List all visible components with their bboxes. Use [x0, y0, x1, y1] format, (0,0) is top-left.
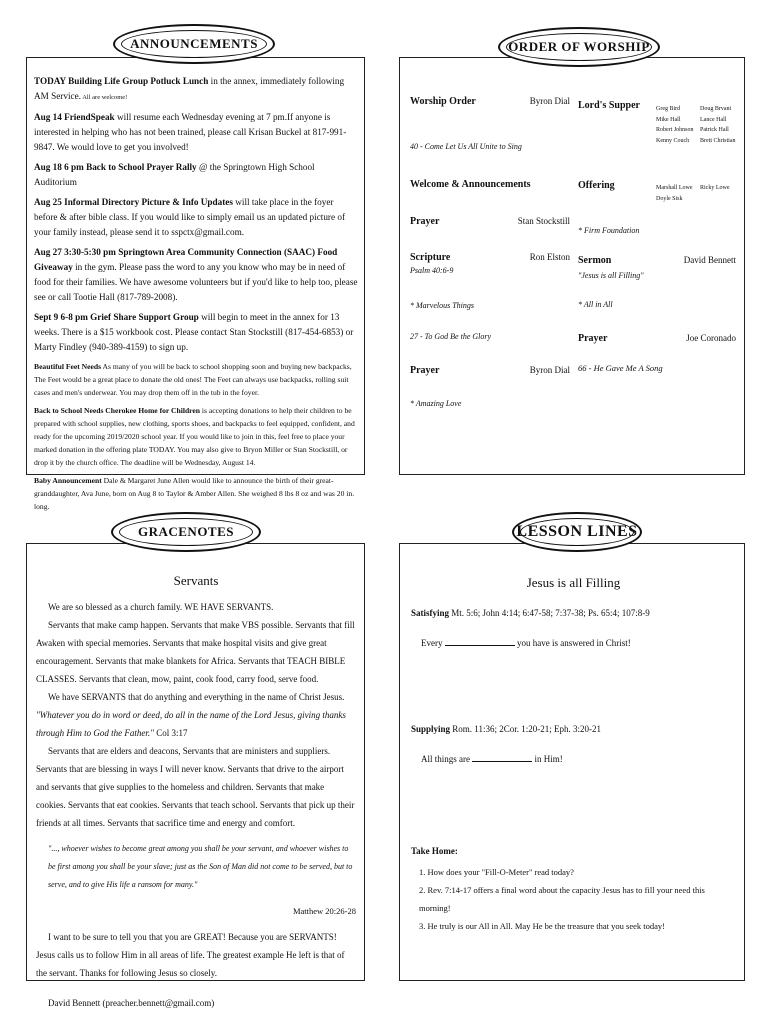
song-4: * Amazing Love: [410, 399, 462, 408]
worship-left-column: [410, 96, 570, 408]
server-name: Robert Johnson: [656, 127, 694, 133]
gracenotes-heading: Servants: [173, 573, 219, 588]
announcements-list: [34, 74, 359, 518]
announcement-lead: TODAY Building Life Group Potluck Lunch: [34, 76, 209, 86]
server-name: Kenny Couch: [656, 137, 690, 144]
sermon-leader: David Bennett: [683, 255, 736, 265]
song-3: 27 - To God Be the Glory: [410, 332, 492, 341]
satisfying-line: [411, 607, 736, 619]
fill-blank-1[interactable]: [445, 645, 515, 646]
scripture-leader: Ron Elston: [529, 252, 570, 262]
worship-right-column: [578, 100, 738, 373]
announcement-text: Dale & Margaret June Allen would like to announce the birth of their great-granddaughter, Ava June, born on Aug 8 to Taylor & Amber Allen. She weighed 8 lbs 8 oz and was 20 in. long.: [34, 476, 355, 511]
take-home-q3: 3. He truly is our All in All. May He be the treasure that you seek today!: [419, 921, 665, 931]
lords-supper-servers-b: [700, 104, 736, 146]
gracenotes-p3: We have SERVANTS that do anything and everything in the name of Christ Jesus. "Whatever you do in word or deed, do all in the name of the Lord Jesus, giving thanks through Him to God the Father." Col 3:17: [36, 692, 346, 738]
scripture-label: Scripture: [410, 252, 451, 263]
offering-servers-a: [656, 183, 693, 204]
server-name: Greg Bird: [656, 106, 681, 112]
lords-supper-servers-a: [656, 104, 694, 146]
server-name: Doug Brvant: [700, 106, 732, 112]
offering-label: Offering: [578, 180, 615, 191]
fill-blank-2[interactable]: [472, 761, 532, 762]
prayer-3: Prayer: [578, 333, 608, 344]
announcement-item: [34, 474, 359, 513]
lords-supper-label: Lord's Supper: [578, 100, 640, 111]
server-name: Doyle Sisk: [656, 195, 683, 202]
worship-order-label: Worship Order: [410, 96, 476, 107]
prayer-1: Prayer: [410, 216, 440, 227]
gracenotes-p1: We are so blessed as a church family. WE HAVE SERVANTS.: [48, 602, 274, 612]
take-home-list: [419, 863, 736, 935]
prayer-2: Prayer: [410, 365, 440, 376]
announcement-text: @ the Springtown High School Auditorium: [34, 162, 315, 187]
announcements-title: ANNOUNCEMENTS: [113, 24, 275, 64]
satisfying-label: Satisfying: [411, 608, 450, 618]
announcement-lead: Baby Announcement: [34, 476, 102, 485]
gracenotes-title: GRACENOTES: [111, 512, 261, 552]
lesson-lines-title: LESSON LINES: [512, 512, 642, 552]
scripture-ref: Psalm 40:6-9: [410, 266, 454, 275]
song-2: * Marvelous Things: [410, 301, 474, 310]
gracenotes-p5: I want to be sure to tell you that you are GREAT! Because you are SERVANTS! Jesus calls us to follow Him in all areas of life. The greatest example He left is that of the servant. Thanks for following Jesus so closely.: [36, 932, 345, 978]
announcement-text: will resume each Wednesday evening at 7 pm.If anyone is interested in helping who has not been trained, please call Krisan Buckel at 817-991-9847. We would love to get you involved!: [34, 112, 347, 152]
take-home-q1: 1. How does your "Fill-O-Meter" read today?: [419, 867, 574, 877]
announcement-tail: All are welcome!: [80, 94, 128, 101]
announcement-text: will take place in the foyer before & after bible class. If you would like to simply email us an updated picture of your family instead, please send it to sspctx@gmail.com.: [34, 197, 346, 237]
order-of-worship-title: ORDER OF WORSHIP: [498, 27, 660, 67]
announcement-text: in the gym. Please pass the word to any you know who may be in need of food for their families. We have awesome volunteers but if you'd like to help too, please see or call Tootie Hall (817-789-2008).: [34, 262, 358, 302]
sermon-label: Sermon: [578, 255, 612, 266]
announcement-item: [34, 310, 359, 355]
song-5: * Firm Foundation: [578, 226, 640, 235]
announcement-text: is accepting donations to help their children to be prepared with school supplies, new clothing, sports shoes, and backpacks to feel equipped, confident, and ready for the upcoming 2019/2020 school year. If you would like to join in this, feel free to place your marked donation in the offering plate TODAY. You may also give to Bryon Miller or Stan Stockstill, or drop it by the church office. The deadline will be Wednesday, August 14.: [34, 406, 355, 467]
announcement-text: will begin to meet in the annex for 13 weeks. There is a $15 workbook cost. Please contact Stan Stockstill (817-454-6853) or Marty Findley (940-389-4159) to sign up.: [34, 312, 354, 352]
allthings-line: All things are in Him!: [421, 754, 563, 764]
gracenotes-quote-ref: Matthew 20:26-28: [292, 906, 356, 916]
gracenotes-body: [36, 572, 356, 1012]
announcement-item: [34, 360, 359, 399]
server-name: Mike Hall: [656, 116, 681, 123]
announcement-text: in the annex, immediately following AM Service.: [34, 76, 345, 101]
song-7: 66 - He Gave Me A Song: [578, 363, 663, 373]
server-name: Brett Christian: [700, 137, 736, 144]
gracenotes-p2: Servants that make camp happen. Servants that make VBS possible. Servants that fill Awaken with special memories. Servants that make hospital visits and give great encouragement. Servants that make blankets for Africa. Servants that TEACH BIBLE CLASSES. Servants that clean, mow, paint, cook food, carry food, serve food.: [36, 620, 355, 684]
prayer-1-leader: Stan Stockstill: [517, 216, 570, 226]
song-6: * All in All: [578, 300, 613, 309]
server-name: Patrick Hall: [700, 127, 729, 133]
announcement-lead: Aug 14 FriendSpeak: [34, 112, 115, 122]
server-name: Ricky Lowe: [700, 185, 730, 191]
announcement-lead: Aug 27 3:30-5:30 pm Springtown Area Community Connection (SAAC) Food Giveaway: [34, 247, 338, 272]
every-line: Every you have is answered in Christ!: [421, 638, 631, 648]
offering-servers-b: [700, 183, 730, 194]
gracenotes-signature: David Bennett (preacher.bennett@gmail.com): [48, 998, 215, 1008]
server-name: Lance Hall: [700, 116, 727, 123]
announcement-lead: Aug 25 Informal Directory Picture & Info Updates: [34, 197, 233, 207]
announcement-item: [34, 74, 359, 105]
announcement-item: [34, 245, 359, 305]
lesson-heading: Jesus is all Filling: [526, 575, 621, 590]
announcement-lead: Back to School Needs Cherokee Home for Children: [34, 406, 201, 415]
welcome-announcements: Welcome & Announcements: [410, 179, 531, 190]
supplying-line: [411, 723, 736, 735]
worship-order-leader: Byron Dial: [529, 96, 570, 106]
song-1: 40 - Come Let Us All Unite to Sing: [410, 142, 522, 151]
supplying-refs: Rom. 11:36; 2Cor. 1:20-21; Eph. 3:20-21: [452, 724, 601, 734]
sermon-title: "Jesus is all Filling": [578, 271, 644, 280]
announcement-item: [34, 404, 359, 469]
gracenotes-quote: "..., whoever wishes to become great among you shall be your servant, and whoever wishes to be first among you shall be your slave; just as the Son of Man did not come to be served, but to serve, and to give His life a ransom for many.": [48, 844, 353, 889]
announcement-item: [34, 195, 359, 240]
announcement-lead: Beautiful Feet Needs: [34, 362, 102, 371]
supplying-label: Supplying: [411, 724, 451, 734]
lesson-lines-body: [411, 577, 736, 935]
take-home-label: Take Home:: [411, 846, 458, 856]
gracenotes-p4: Servants that are elders and deacons, Servants that are ministers and suppliers. Servants that are blessing in ways I will never know. Servants that drive to the airport and servants that give supplies to the homeless and children. Servants that make cookies. Servants that eat cookies. Servants that teach school. Servants that pick up their friends at all times. Servants that sacrifice time and energy and comfort.: [36, 746, 355, 828]
satisfying-refs: Mt. 5:6; John 4:14; 6:47-58; 7:37-38; Ps. 65:4; 107:8-9: [451, 608, 650, 618]
prayer-3-leader: Joe Coronado: [686, 333, 736, 343]
announcement-text: As many of you will be back to school shopping soon and buying new backpacks, The Feet would be a great place to donate the old ones! The Feet can always use backpacks, rolling suit cases and men's underwear. You may drop them off in the tub in the foyer.: [34, 362, 352, 397]
announcement-item: [34, 110, 359, 155]
announcement-item: [34, 160, 359, 190]
prayer-2-leader: Byron Dial: [529, 365, 570, 375]
server-name: Marshall Lowe: [656, 185, 693, 191]
take-home-q2: 2. Rev. 7:14-17 offers a final word about the capacity Jesus has to fill your need this morning!: [419, 885, 705, 913]
announcement-lead: Sept 9 6-8 pm Grief Share Support Group: [34, 312, 199, 322]
announcement-lead: Aug 18 6 pm Back to School Prayer Rally: [34, 162, 197, 172]
